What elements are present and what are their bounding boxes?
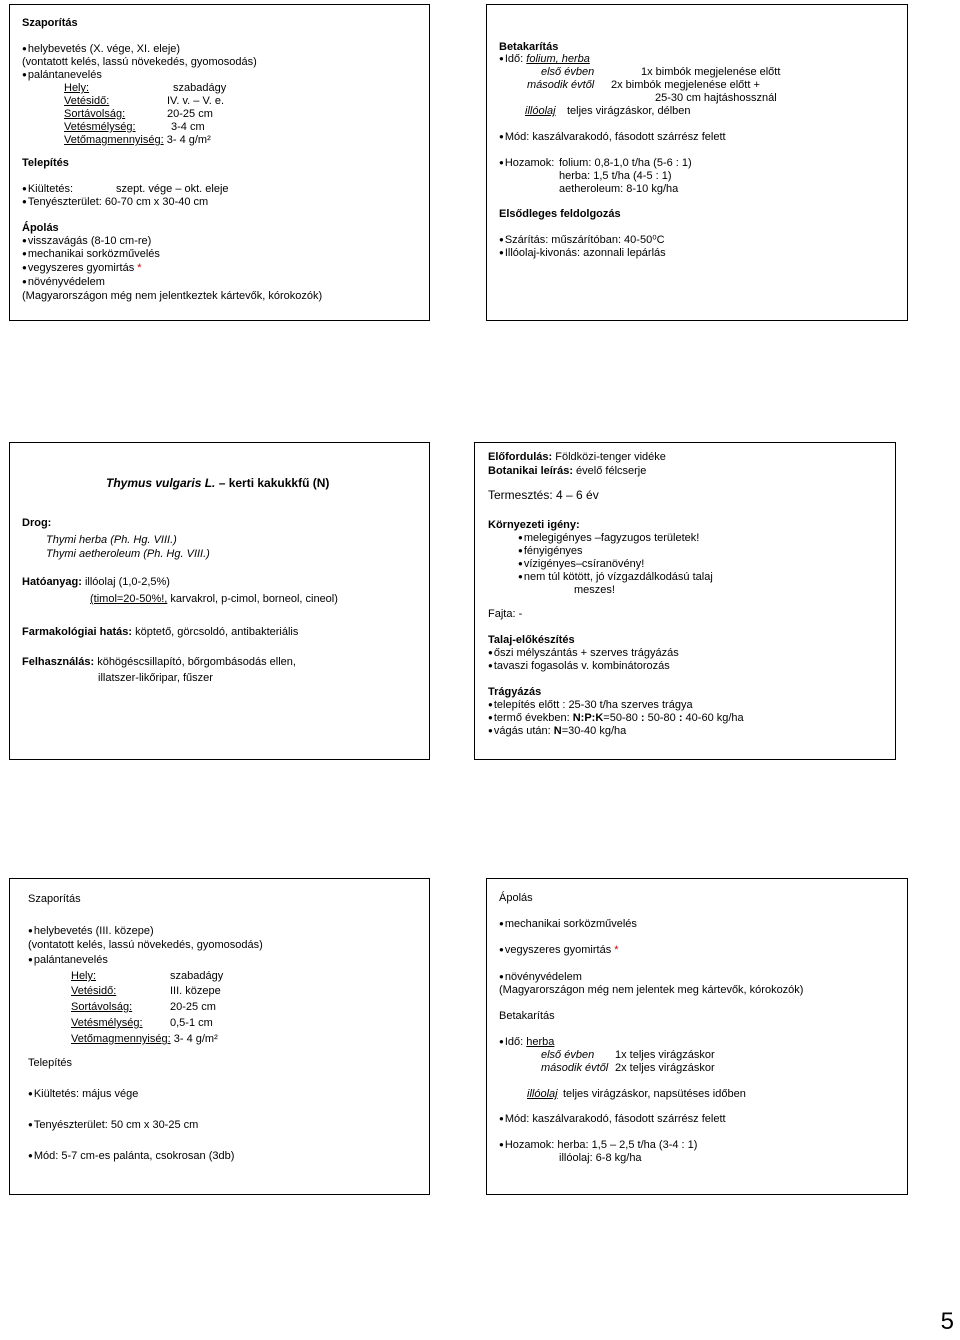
row-vetomag: Vetőmagmennyiség: 3- 4 g/m² — [71, 1033, 218, 1045]
list-item: ● Tenyészterület: 60-70 cm x 30-40 cm — [22, 196, 208, 209]
row-botanikai: Botanikai leírás: évelő félcserje — [488, 465, 647, 477]
text-line: (vontatott kelés, lassú növekedés, gyomosodás) — [28, 939, 263, 951]
list-item: ● nem túl kötött, jó vízgazdálkodású talaj — [518, 571, 713, 584]
list-item: ● palántanevelés — [22, 69, 102, 82]
page-number: 5 — [940, 1308, 954, 1335]
list-item: ● helybevetés (III. közepe) — [28, 925, 154, 938]
label-illoolaj: illóolaj — [527, 1088, 558, 1100]
label-illoolaj: illóolaj — [525, 105, 556, 117]
heading-apolas: Ápolás — [499, 892, 533, 904]
label-hely: Hely: — [64, 82, 90, 94]
label-hely: Hely: — [71, 970, 97, 982]
list-item: ● mechanikai sorközművelés — [22, 248, 160, 261]
label-vetesido: Vetésidő: — [71, 985, 117, 997]
value-vetesmelyseg: 3-4 cm — [171, 121, 205, 133]
slide-title: Thymus vulgaris L. – kerti kakukkfű (N) — [106, 476, 330, 490]
label-sortavolsag: Sortávolság: — [71, 1001, 133, 1013]
drog-herba: Thymi herba (Ph. Hg. VIII.) — [46, 534, 177, 546]
list-item: ● Mód: 5-7 cm-es palánta, csokrosan (3db) — [28, 1150, 234, 1163]
heading-betakaritas: Betakarítás — [499, 1010, 555, 1022]
heading-apolas: Ápolás — [22, 222, 59, 234]
value-vetesido: III. közepe — [170, 985, 221, 997]
heading-kornyezeti: Környezeti igény: — [488, 519, 580, 531]
slide-6 — [486, 878, 908, 1195]
text-line: (vontatott kelés, lassú növekedés, gyomosodás) — [22, 56, 257, 68]
slide-1 — [9, 4, 430, 321]
list-item: ● melegigényes –fagyzugos területek! — [518, 532, 699, 545]
value-vetesmelyseg: 0,5-1 cm — [170, 1017, 213, 1029]
list-item: ● mechanikai sorközművelés — [499, 918, 637, 931]
row-fajta: Fajta: - — [488, 608, 523, 620]
list-item: ● telepítés előtt : 25-30 t/ha szerves trágya — [488, 699, 693, 712]
value-sortavolsag: 20-25 cm — [167, 108, 213, 120]
list-item: ● vegyszeres gyomirtás * — [22, 262, 142, 275]
heading-telepites: Telepítés — [28, 1057, 73, 1069]
list-item: ● Hozamok: — [499, 157, 554, 170]
value-hely: szabadágy — [173, 82, 227, 94]
list-item: ● Szárítás: műszárítóban: 40-50⁰C — [499, 234, 665, 247]
hozam-illoolaj: illóolaj: 6-8 kg/ha — [559, 1152, 642, 1164]
row-felhasznalas-2: illatszer-likőripar, fűszer — [98, 672, 213, 684]
value-masodik-evtol: 2x teljes virágzáskor — [615, 1062, 715, 1074]
list-item: ● visszavágás (8-10 cm-re) — [22, 235, 151, 248]
row-felhasznalas: Felhasználás: köhögéscsillapító, bőrgombásodás ellen, — [22, 656, 296, 668]
value-masodik-evtol: 2x bimbók megjelenése előtt + — [611, 79, 760, 91]
asterisk: * — [137, 262, 142, 274]
heading-betakaritas: Betakarítás — [499, 41, 559, 53]
list-item: ● termő években: N:P:K=50-80 : 50-80 : 40-60 kg/ha — [488, 712, 744, 725]
label-vetesmelyseg: Vetésmélység: — [64, 121, 136, 133]
list-item: ● Hozamok: herba: 1,5 – 2,5 t/ha (3-4 : 1) — [499, 1139, 697, 1152]
slide-2 — [486, 4, 908, 321]
row-elofordulas: Előfordulás: Földközi-tenger vidéke — [488, 451, 666, 463]
list-item: ● Idő: folium, herba — [499, 53, 590, 66]
text-line: (Magyarországon még nem jelentek meg kártevők, kórokozók) — [499, 984, 804, 996]
label-elso-evben: első évben — [541, 1049, 595, 1061]
slide-4 — [474, 442, 896, 760]
list-item: ● Kiültetés: szept. vége – okt. eleje — [22, 183, 73, 196]
row-farmakologia: Farmakológiai hatás: köptető, görcsoldó, antibakteriális — [22, 626, 299, 638]
value-vetesido: IV. v. – V. e. — [167, 95, 225, 107]
list-item: ● vágás után: N=30-40 kg/ha — [488, 725, 626, 738]
value-illoolaj: teljes virágzáskor, délben — [567, 105, 691, 117]
list-item: ● Tenyészterület: 50 cm x 30-25 cm — [28, 1119, 198, 1132]
value-hely: szabadágy — [170, 970, 224, 982]
hozam-herba: herba: 1,5 t/ha (4-5 : 1) — [559, 170, 672, 182]
asterisk: * — [614, 944, 619, 956]
label-masodik-evtol: második évtől — [541, 1062, 609, 1074]
list-item: ● Illóolaj-kivonás: azonnali lepárlás — [499, 247, 666, 260]
hozam-aetheroleum: aetheroleum: 8-10 kg/ha — [559, 183, 679, 195]
row-termesztes: Termesztés: 4 – 6 év — [488, 488, 599, 502]
list-item: ● palántanevelés — [28, 954, 108, 967]
heading-feldolgozas: Elsődleges feldolgozás — [499, 208, 621, 220]
slide-5 — [9, 878, 430, 1195]
heading-szaporitas: Szaporítás — [28, 893, 81, 905]
heading-drog: Drog: — [22, 517, 52, 529]
list-item: ● Mód: kaszálvarakodó, fásodott szárrész felett — [499, 1113, 726, 1126]
list-item: ● Mód: kaszálvarakodó, fásodott szárrész felett — [499, 131, 726, 144]
drog-aetheroleum: Thymi aetheroleum (Ph. Hg. VIII.) — [46, 548, 210, 560]
list-item: ● fényigényes — [518, 545, 583, 558]
value-masodik-evtol-2: 25-30 cm hajtáshossznál — [655, 92, 777, 104]
value-illoolaj: teljes virágzáskor, napsütéses időben — [563, 1088, 746, 1100]
slide-3 — [9, 442, 430, 760]
list-item: ● tavaszi fogasolás v. kombinátorozás — [488, 660, 670, 673]
list-item: ● Kiültetés: május vége — [28, 1088, 138, 1101]
text-line: meszes! — [574, 584, 615, 596]
label-sortavolsag: Sortávolság: — [64, 108, 126, 120]
heading-szaporitas: Szaporítás — [22, 17, 78, 29]
heading-telepites: Telepítés — [22, 157, 69, 169]
label-vetesmelyseg: Vetésmélység: — [71, 1017, 143, 1029]
label-vetesido: Vetésidő: — [64, 95, 110, 107]
row-hatoanyag-2: (timol=20-50%!, karvakrol, p-cimol, borneol, cineol) — [90, 593, 338, 605]
heading-talaj: Talaj-előkészítés — [488, 634, 575, 646]
label-masodik-evtol: második évtől — [527, 79, 595, 91]
value-elso-evben: 1x teljes virágzáskor — [615, 1049, 715, 1061]
list-item: ● vízigényes–csíranövény! — [518, 558, 644, 571]
text-line: (Magyarországon még nem jelentkeztek kártevők, kórokozók) — [22, 290, 323, 302]
row-vetomag: Vetőmagmennyiség: 3- 4 g/m² — [64, 134, 211, 146]
heading-tragyazas: Trágyázás — [488, 686, 542, 698]
value-elso-evben: 1x bimbók megjelenése előtt — [641, 66, 781, 78]
list-item: ● vegyszeres gyomirtás * — [499, 944, 619, 957]
list-item: ● őszi mélyszántás + szerves trágyázás — [488, 647, 679, 660]
list-item: ● helybevetés (X. vége, XI. eleje) — [22, 43, 180, 56]
row-hatoanyag: Hatóanyag: illóolaj (1,0-2,5%) — [22, 576, 170, 588]
hozam-folium: folium: 0,8-1,0 t/ha (5-6 : 1) — [559, 157, 692, 169]
list-item: ● Idő: herba — [499, 1036, 554, 1049]
label-elso-evben: első évben — [541, 66, 595, 78]
value-sortavolsag: 20-25 cm — [170, 1001, 216, 1013]
list-item: ● növényvédelem — [499, 971, 582, 984]
list-item: ● növényvédelem — [22, 276, 105, 289]
